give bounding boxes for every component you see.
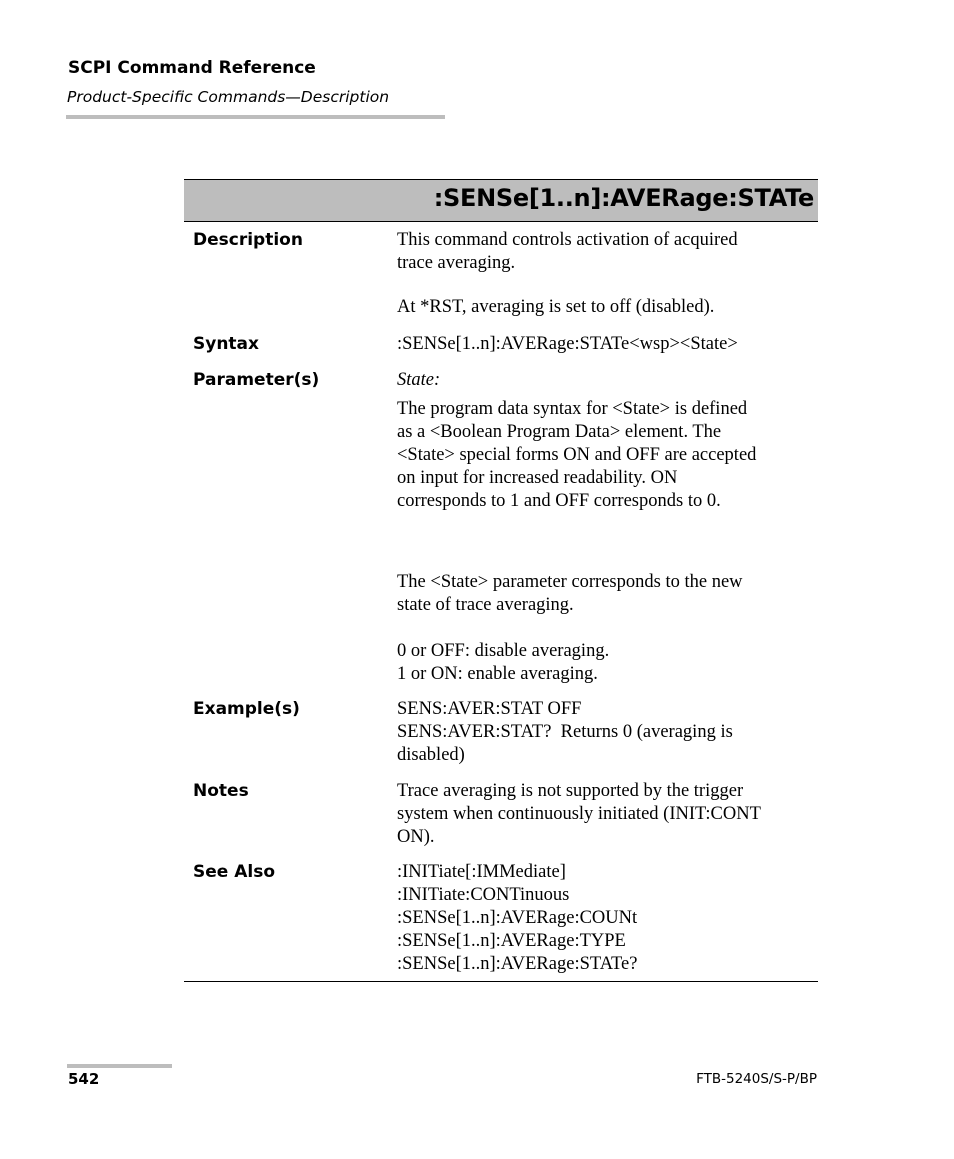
example-line: SENS:AVER:STAT? Returns 0 (averaging is (397, 722, 733, 742)
examples-text (397, 698, 817, 767)
description-line: This command controls activation of acquired (397, 230, 738, 250)
parameter-line: state of trace averaging. (397, 595, 574, 615)
notes-label: Notes (193, 781, 249, 801)
parameter-line: <State> special forms ON and OFF are accepted (397, 445, 757, 465)
header-rule (66, 115, 445, 119)
parameter-line: The <State> parameter corresponds to the new (397, 572, 743, 592)
parameter-name: State: (397, 370, 441, 390)
example-line: SENS:AVER:STAT OFF (397, 699, 582, 719)
parameter-line: 0 or OFF: disable averaging. (397, 641, 610, 661)
see-also-link: :INITiate:CONTinuous (397, 885, 570, 905)
parameter-line: The program data syntax for <State> is defined (397, 399, 748, 419)
syntax-line: :SENSe[1..n]:AVERage:STATe<wsp><State> (397, 334, 738, 354)
page-number: 542 (68, 1070, 100, 1088)
syntax-label: Syntax (193, 334, 259, 354)
examples-label: Example(s) (193, 699, 300, 719)
see-also-link: :SENSe[1..n]:AVERage:STATe? (397, 954, 638, 974)
parameters-label: Parameter(s) (193, 370, 320, 390)
parameter-line: 1 or ON: enable averaging. (397, 664, 598, 684)
see-also-label: See Also (193, 862, 276, 882)
notes-text (397, 780, 817, 849)
see-also-link: :INITiate[:IMMediate] (397, 862, 566, 882)
see-also-text (397, 861, 817, 976)
parameters-text (397, 369, 817, 686)
parameter-line: as a <Boolean Program Data> element. The (397, 422, 722, 442)
notes-line: system when continuously initiated (INIT:CONT (397, 804, 761, 824)
product-name: FTB-5240S/S-P/BP (696, 1071, 817, 1087)
page-header-title: SCPI Command Reference (68, 58, 316, 78)
description-line: trace averaging. (397, 253, 516, 273)
footer-rule (67, 1064, 172, 1068)
description-text (397, 229, 817, 319)
example-line: disabled) (397, 745, 465, 765)
notes-line: Trace averaging is not supported by the trigger (397, 781, 744, 801)
description-label: Description (193, 230, 303, 250)
command-title: :SENSe[1..n]:AVERage:STATe (433, 184, 814, 212)
description-line: At *RST, averaging is set to off (disabled). (397, 297, 715, 317)
table-bottom-rule (184, 981, 818, 982)
parameter-line: on input for increased readability. ON (397, 468, 678, 488)
parameter-line: corresponds to 1 and OFF corresponds to 0. (397, 491, 721, 511)
notes-line: ON). (397, 827, 435, 847)
page-header-subtitle: Product-Specific Commands—Description (67, 88, 390, 106)
see-also-link: :SENSe[1..n]:AVERage:COUNt (397, 908, 638, 928)
syntax-text (397, 333, 817, 356)
see-also-link: :SENSe[1..n]:AVERage:TYPE (397, 931, 626, 951)
command-title-bar (184, 179, 818, 222)
